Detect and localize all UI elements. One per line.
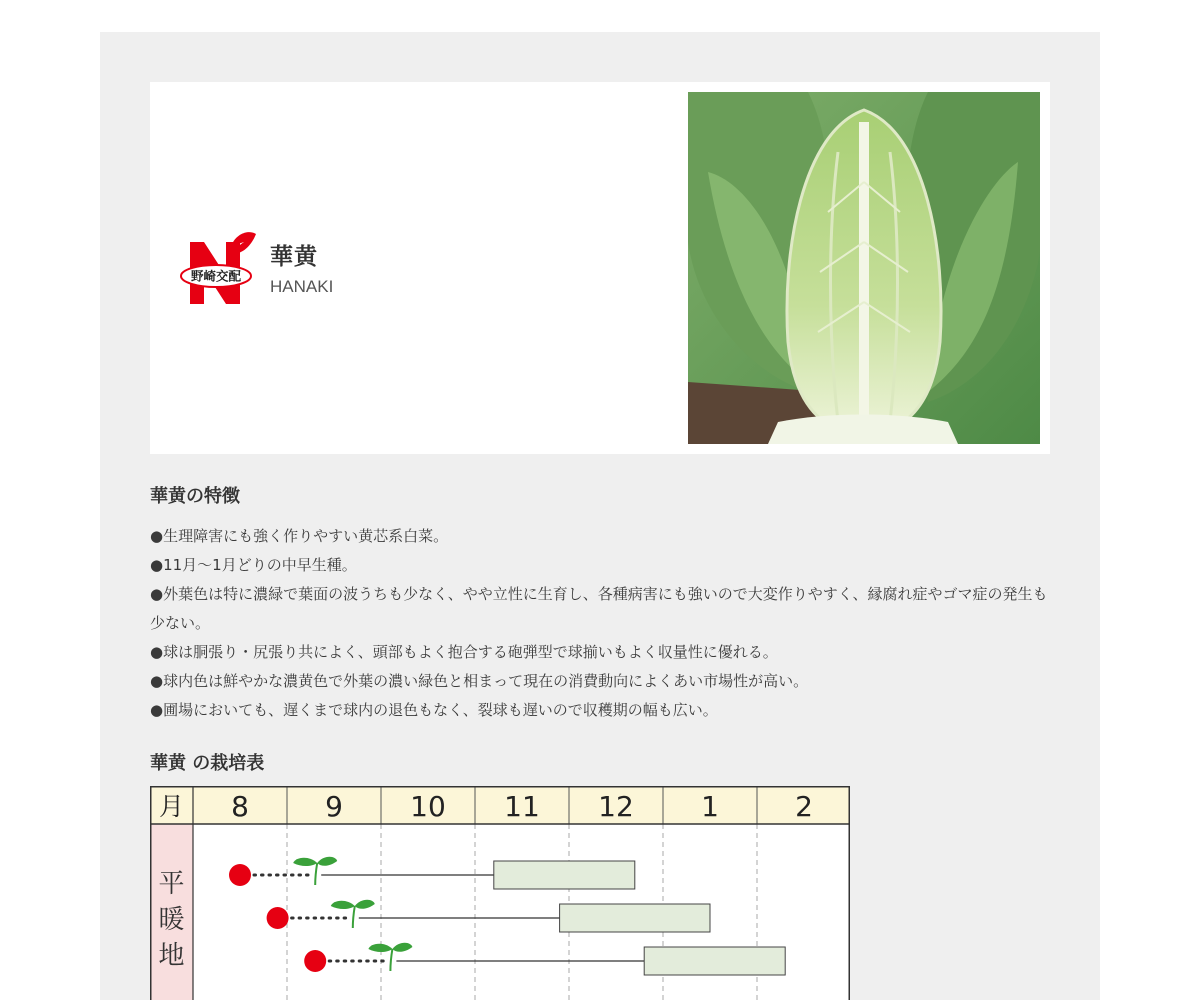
nozaki-logo <box>180 232 256 308</box>
month-label-8: 8 <box>231 790 249 823</box>
region-char: 平 <box>158 869 185 899</box>
logo-text: 野崎交配 <box>190 268 242 284</box>
cabbage-photo <box>688 92 1040 444</box>
feature-item: ●11月〜1月どりの中早生種。 <box>150 556 357 574</box>
product-name-en: HANAKI <box>270 277 334 296</box>
month-label-11: 11 <box>504 790 540 823</box>
month-label-1: 1 <box>701 790 719 823</box>
product-panel <box>100 32 1100 1000</box>
harvest-period-bar <box>644 947 785 975</box>
sowing-dot-icon <box>229 864 251 886</box>
harvest-period-bar <box>494 861 635 889</box>
harvest-period-bar <box>560 904 710 932</box>
sowing-dot-icon <box>267 907 289 929</box>
region-label <box>158 869 184 971</box>
month-label: 月 <box>158 792 185 821</box>
feature-item: ●球は胴張り・尻張り共によく、頭部もよく抱合する砲弾型で球揃いもよく収量性に優れる。 <box>150 643 778 661</box>
feature-item: ●生理障害にも強く作りやすい黄芯系白菜。 <box>150 527 449 545</box>
month-label-2: 2 <box>795 790 813 823</box>
month-label-12: 12 <box>598 790 634 823</box>
schedule-heading: 華黄 の栽培表 <box>150 753 265 774</box>
region-char: 暖 <box>158 905 185 935</box>
features-heading: 華黄の特徴 <box>150 486 240 507</box>
features-list <box>150 522 1050 725</box>
month-label-9: 9 <box>325 790 343 823</box>
feature-item: ●外葉色は特に濃緑で葉面の波うちも少なく、やや立性に生育し、各種病害にも強いので大変作りやすく、縁腐れ症やゴマ症の発生も少ない。 <box>150 585 1048 632</box>
calendar-header-bg <box>150 786 850 824</box>
sowing-dot-icon <box>304 950 326 972</box>
region-char: 地 <box>158 941 185 971</box>
feature-item: ●圃場においても、遅くまで球内の退色もなく、裂球も遅いので収穫期の幅も広い。 <box>150 701 718 719</box>
cultivation-calendar <box>150 786 850 1000</box>
product-name-ja: 華黄 <box>270 244 318 270</box>
feature-item: ●球内色は鮮やかな濃黄色で外葉の濃い緑色と相まって現在の消費動向によくあい市場性が高い。 <box>150 672 809 690</box>
month-label-10: 10 <box>410 790 446 823</box>
title-block <box>270 238 333 297</box>
product-card <box>150 82 1050 454</box>
